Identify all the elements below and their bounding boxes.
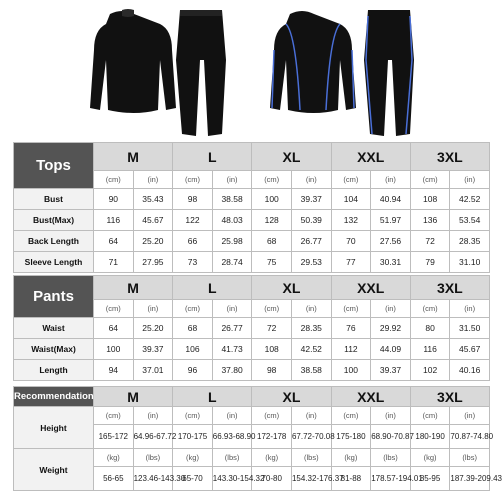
cell: 72 (252, 318, 292, 339)
unit-lbs: (lbs) (291, 449, 331, 467)
pants-size-3xl: 3XL (410, 276, 489, 300)
table-row (14, 210, 490, 231)
pants-size-l: L (173, 276, 252, 300)
cell: 187.39-209.43 (450, 467, 490, 491)
cell: 165-172 (94, 425, 134, 449)
unit-in: (in) (291, 171, 331, 189)
cell: 27.95 (133, 252, 173, 273)
cell: 26.77 (291, 231, 331, 252)
unit-cm: (cm) (331, 300, 371, 318)
table-row (14, 189, 490, 210)
cell: 67.72-70.08 (291, 425, 331, 449)
cell: 42.52 (291, 339, 331, 360)
cell: 98 (252, 360, 292, 381)
table-row (14, 231, 490, 252)
cell: 28.74 (212, 252, 252, 273)
cell: 116 (410, 339, 450, 360)
cell: 27.56 (371, 231, 411, 252)
cell: 51.97 (371, 210, 411, 231)
unit-cm: (cm) (252, 407, 292, 425)
cell: 102 (410, 360, 450, 381)
cell: 75 (252, 252, 292, 273)
tops-size-xl: XL (252, 143, 331, 171)
cell: 96 (173, 360, 213, 381)
unit-cm: (cm) (94, 407, 134, 425)
cell: 170-175 (173, 425, 213, 449)
cell: 80 (410, 318, 450, 339)
cell: 25.98 (212, 231, 252, 252)
cell: 65-70 (173, 467, 213, 491)
unit-cm: (cm) (410, 171, 450, 189)
cell: 30.31 (371, 252, 411, 273)
unit-in: (in) (133, 300, 173, 318)
cell: 108 (410, 189, 450, 210)
unit-kg: (kg) (252, 449, 292, 467)
cell: 70.87-74.80 (450, 425, 490, 449)
unit-cm: (cm) (173, 300, 213, 318)
row-label: Sleeve Length (14, 252, 94, 273)
cell: 37.01 (133, 360, 173, 381)
recommendation-title: Recommendation (14, 387, 94, 407)
unit-in: (in) (371, 407, 411, 425)
unit-in: (in) (371, 300, 411, 318)
cell: 100 (252, 189, 292, 210)
unit-in: (in) (291, 407, 331, 425)
unit-in: (in) (371, 171, 411, 189)
unit-cm: (cm) (173, 171, 213, 189)
cell: 100 (331, 360, 371, 381)
cell: 25.20 (133, 231, 173, 252)
cell: 112 (331, 339, 371, 360)
tops-size-table (13, 142, 490, 273)
cell: 175-180 (331, 425, 371, 449)
row-label: Waist (14, 318, 94, 339)
cell: 68 (252, 231, 292, 252)
rec-size-l: L (173, 387, 252, 407)
cell: 28.35 (450, 231, 490, 252)
row-label: Waist(Max) (14, 339, 94, 360)
cell: 68.90-70.87 (371, 425, 411, 449)
unit-lbs: (lbs) (450, 449, 490, 467)
cell: 79 (410, 252, 450, 273)
cell: 42.52 (450, 189, 490, 210)
cell: 48.03 (212, 210, 252, 231)
recommendation-table (13, 386, 502, 491)
cell: 73 (173, 252, 213, 273)
unit-cm: (cm) (410, 300, 450, 318)
rec-size-xl: XL (252, 387, 331, 407)
cell: 40.94 (371, 189, 411, 210)
unit-in: (in) (212, 407, 252, 425)
row-label: Bust (14, 189, 94, 210)
unit-cm: (cm) (173, 407, 213, 425)
unit-cm: (cm) (94, 300, 134, 318)
cell: 72 (410, 231, 450, 252)
unit-cm: (cm) (94, 171, 134, 189)
cell: 116 (94, 210, 134, 231)
cell: 44.09 (371, 339, 411, 360)
cell: 98 (173, 189, 213, 210)
unit-lbs: (lbs) (133, 449, 173, 467)
cell: 39.37 (371, 360, 411, 381)
cell: 31.50 (450, 318, 490, 339)
black-thermal-shirt-image (90, 9, 176, 113)
pants-size-xxl: XXL (331, 276, 410, 300)
cell: 39.37 (291, 189, 331, 210)
cell: 81-88 (331, 467, 371, 491)
unit-lbs: (lbs) (371, 449, 411, 467)
cell: 71 (94, 252, 134, 273)
rec-size-m: M (94, 387, 173, 407)
cell: 90 (94, 189, 134, 210)
cell: 68 (173, 318, 213, 339)
cell: 77 (331, 252, 371, 273)
cell: 172-178 (252, 425, 292, 449)
unit-in: (in) (291, 300, 331, 318)
tops-size-xxl: XXL (331, 143, 410, 171)
unit-in: (in) (212, 171, 252, 189)
product-photos (0, 0, 500, 140)
rec-size-xxl: XXL (331, 387, 410, 407)
blue-trim-thermal-pants-image (364, 10, 414, 136)
cell: 132 (331, 210, 371, 231)
cell: 40.16 (450, 360, 490, 381)
cell: 122 (173, 210, 213, 231)
unit-cm: (cm) (252, 300, 292, 318)
cell: 41.73 (212, 339, 252, 360)
cell: 29.92 (371, 318, 411, 339)
cell: 56-65 (94, 467, 134, 491)
cell: 66.93-68.90 (212, 425, 252, 449)
cell: 28.35 (291, 318, 331, 339)
cell: 128 (252, 210, 292, 231)
unit-in: (in) (212, 300, 252, 318)
cell: 38.58 (212, 189, 252, 210)
unit-lbs: (lbs) (212, 449, 252, 467)
cell: 94 (94, 360, 134, 381)
unit-cm: (cm) (331, 171, 371, 189)
cell: 76 (331, 318, 371, 339)
cell: 70-80 (252, 467, 292, 491)
unit-cm: (cm) (410, 407, 450, 425)
unit-in: (in) (450, 171, 490, 189)
cell: 64.96-67.72 (133, 425, 173, 449)
cell: 26.77 (212, 318, 252, 339)
cell: 136 (410, 210, 450, 231)
tops-size-l: L (173, 143, 252, 171)
cell: 53.54 (450, 210, 490, 231)
pants-size-xl: XL (252, 276, 331, 300)
cell: 50.39 (291, 210, 331, 231)
cell: 104 (331, 189, 371, 210)
unit-kg: (kg) (410, 449, 450, 467)
unit-in: (in) (133, 407, 173, 425)
tops-size-m: M (94, 143, 173, 171)
unit-in: (in) (133, 171, 173, 189)
cell: 106 (173, 339, 213, 360)
cell: 143.30-154.32 (212, 467, 252, 491)
cell: 154.32-176.37 (291, 467, 331, 491)
cell: 31.10 (450, 252, 490, 273)
tops-title: Tops (14, 143, 94, 189)
row-label: Bust(Max) (14, 210, 94, 231)
unit-kg: (kg) (331, 449, 371, 467)
cell: 45.67 (133, 210, 173, 231)
rec-size-3xl: 3XL (410, 387, 489, 407)
cell: 64 (94, 231, 134, 252)
height-label: Height (14, 407, 94, 449)
cell: 180-190 (410, 425, 450, 449)
cell: 35.43 (133, 189, 173, 210)
cell: 64 (94, 318, 134, 339)
tops-size-3xl: 3XL (410, 143, 489, 171)
unit-in: (in) (450, 407, 490, 425)
row-label: Back Length (14, 231, 94, 252)
cell: 178.57-194.01 (371, 467, 411, 491)
cell: 123.46-143.30 (133, 467, 173, 491)
blue-trim-thermal-shirt-image (270, 11, 356, 113)
unit-kg: (kg) (173, 449, 213, 467)
cell: 85-95 (410, 467, 450, 491)
pants-size-table (13, 275, 490, 381)
table-row (14, 252, 490, 273)
pants-size-m: M (94, 276, 173, 300)
cell: 66 (173, 231, 213, 252)
cell: 37.80 (212, 360, 252, 381)
cell: 38.58 (291, 360, 331, 381)
unit-cm: (cm) (252, 171, 292, 189)
cell: 108 (252, 339, 292, 360)
row-label: Length (14, 360, 94, 381)
cell: 45.67 (450, 339, 490, 360)
table-row (14, 339, 490, 360)
unit-kg: (kg) (94, 449, 134, 467)
table-row (14, 360, 490, 381)
cell: 70 (331, 231, 371, 252)
cell: 100 (94, 339, 134, 360)
unit-cm: (cm) (331, 407, 371, 425)
cell: 39.37 (133, 339, 173, 360)
pants-title: Pants (14, 276, 94, 318)
cell: 29.53 (291, 252, 331, 273)
black-thermal-pants-image (176, 10, 226, 136)
unit-in: (in) (450, 300, 490, 318)
table-row (14, 318, 490, 339)
weight-label: Weight (14, 449, 94, 491)
cell: 25.20 (133, 318, 173, 339)
